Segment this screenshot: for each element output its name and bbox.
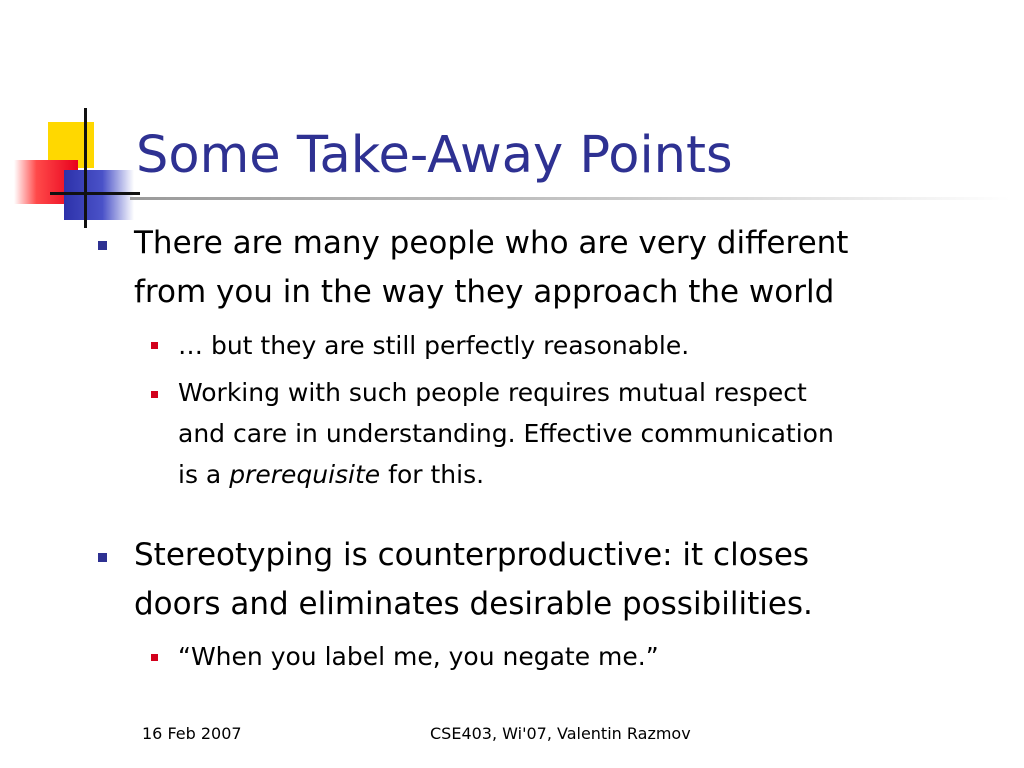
- sub-bullet-1-2-line-2: and care in understanding. Effective communication: [178, 419, 834, 448]
- bullet-1: [134, 219, 848, 317]
- footer-date: 16 Feb 2007: [142, 724, 242, 743]
- sub-bullet-2-1: “When you label me, you negate me.”: [178, 642, 659, 671]
- bullet-2: [134, 531, 813, 629]
- vertical-line: [84, 108, 87, 228]
- blue-square: [64, 170, 134, 220]
- line-3-prefix: is a: [178, 460, 230, 489]
- bullet-2-line-2: doors and eliminates desirable possibilities.: [134, 586, 813, 622]
- slide-title: Some Take-Away Points: [136, 126, 733, 185]
- sub-bullet-square-icon: [151, 654, 158, 661]
- sub-bullet-square-icon: [151, 342, 158, 349]
- bullet-2-line-1: Stereotyping is counterproductive: it closes: [134, 537, 810, 573]
- sub-bullet-square-icon: [151, 391, 158, 398]
- bullet-square-icon: [98, 553, 107, 562]
- slide-logo-graphic: [0, 100, 140, 230]
- sub-bullet-1-2-line-1: Working with such people requires mutual respect: [178, 378, 807, 407]
- line-3-suffix: for this.: [380, 460, 485, 489]
- bullet-1-line-1: There are many people who are very different: [134, 225, 849, 261]
- emphasis-prerequisite: prerequisite: [229, 460, 381, 489]
- title-underline: [130, 197, 1010, 200]
- bullet-1-line-2: from you in the way they approach the world: [134, 274, 835, 310]
- horizontal-line: [50, 192, 140, 195]
- sub-bullet-1-1: … but they are still perfectly reasonable.: [178, 331, 690, 360]
- sub-bullet-1-2: [178, 372, 834, 495]
- sub-bullet-1-2-line-3: [178, 454, 834, 495]
- bullet-square-icon: [98, 241, 107, 250]
- footer-course: CSE403, Wi'07, Valentin Razmov: [430, 724, 691, 743]
